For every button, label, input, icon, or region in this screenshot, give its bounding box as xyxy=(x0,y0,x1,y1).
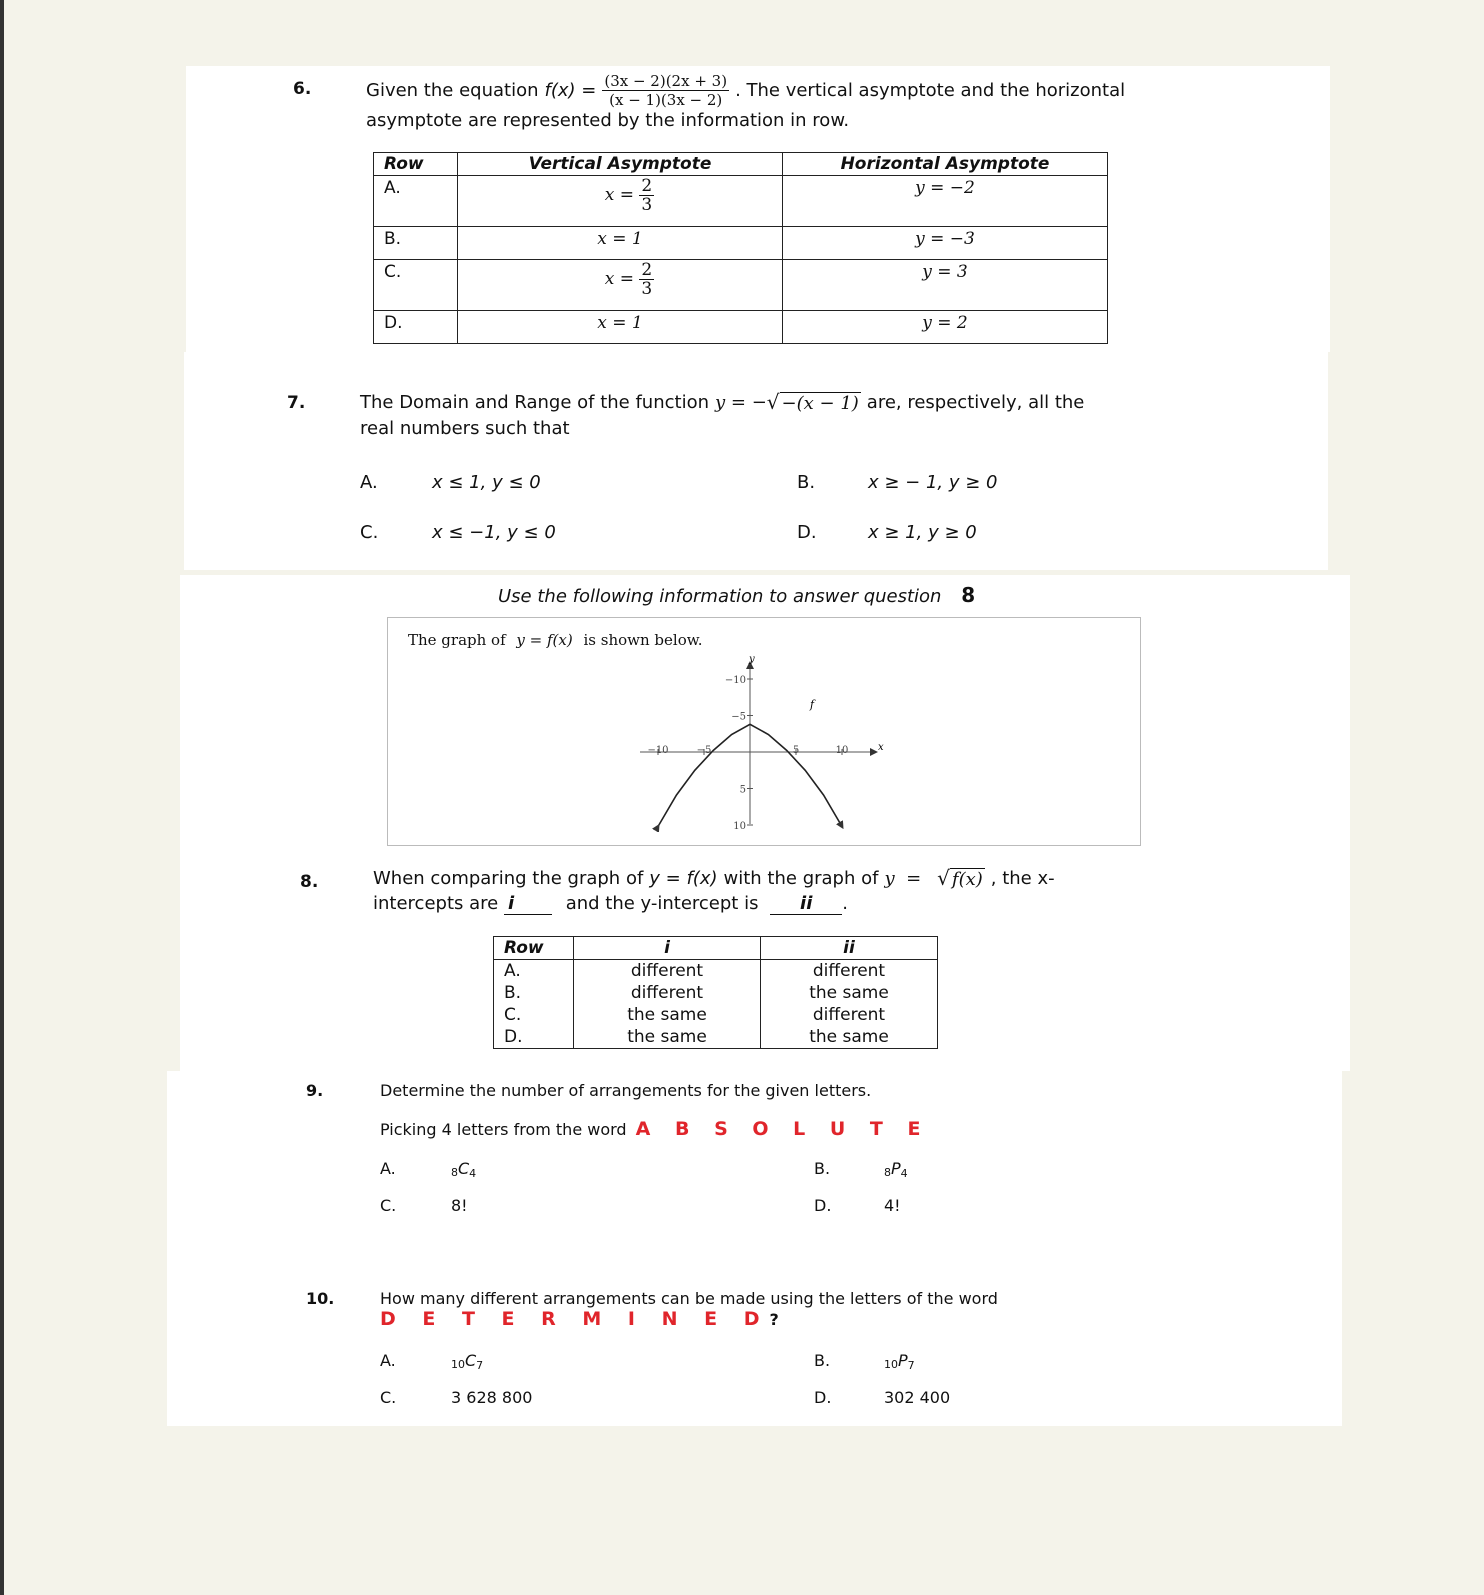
question-7-number: 7. xyxy=(287,393,306,413)
y-tick-label: 10 xyxy=(733,821,746,832)
x-tick-label: 10 xyxy=(835,745,849,756)
radical-sign-icon: √ xyxy=(766,390,780,414)
q8-sqrt: √ f(x) xyxy=(937,866,983,890)
blank-i: i xyxy=(504,893,552,915)
question-6-number: 6. xyxy=(293,79,312,99)
blank-ii: ii xyxy=(770,893,842,915)
q6-va-cell: x = $\frac{2}{3}$ xyxy=(458,260,783,311)
y-tick-label: −10 xyxy=(724,675,746,686)
q6-intro: Given the equation xyxy=(366,79,539,101)
q7-option-b-label: B. xyxy=(797,472,816,493)
q10-line1: How many different arrangements can be made using the letters of the word xyxy=(380,1289,998,1308)
question-9-number: 9. xyxy=(306,1081,324,1100)
q6-va-cell: x = $\frac{2}{3}$ xyxy=(458,176,783,227)
radical-sign-icon: √ xyxy=(937,866,950,890)
q6-row-b xyxy=(374,227,1108,260)
q6-ha-cell: y = 3 xyxy=(783,260,1108,311)
q9-option-a-label: A. xyxy=(380,1159,396,1178)
y-tick-label: −5 xyxy=(731,711,746,723)
q10-option-a: 10C7 xyxy=(451,1351,484,1372)
q6-header-row: Row xyxy=(374,153,458,176)
q6-row-label: D. xyxy=(374,311,458,344)
q6-answer-table xyxy=(373,152,1108,344)
handwritten-number: 8 xyxy=(961,583,976,607)
q6-row-c xyxy=(374,260,1108,311)
q8-row-b: B. different the same xyxy=(494,982,938,1004)
q8-row-c: C. the same different xyxy=(494,1004,938,1026)
q8-row-a: A. different different xyxy=(494,960,938,983)
q6-row-label: B. xyxy=(374,227,458,260)
question-7-card xyxy=(184,352,1328,570)
q6-va-cell: x = 1 xyxy=(458,227,783,260)
q10-line2: D E T E R M I N E D? xyxy=(380,1308,779,1330)
q7-eq-lhs: y = − xyxy=(715,391,767,413)
q7-option-d: x ≥ 1, y ≥ 0 xyxy=(868,522,977,543)
q7-option-d-label: D. xyxy=(797,522,817,543)
curve-label: f xyxy=(810,698,815,711)
q7-option-b: x ≥ − 1, y ≥ 0 xyxy=(868,472,998,493)
x-tick-label: −10 xyxy=(647,745,669,756)
function-graph xyxy=(620,652,900,832)
q9-line1: Determine the number of arrangements for the given letters. xyxy=(380,1081,872,1100)
q6-ha-cell: y = −3 xyxy=(783,227,1108,260)
y-tick-label: 5 xyxy=(739,784,746,796)
q6-row-a xyxy=(374,176,1108,227)
question-7-stem: The Domain and Range of the function y = − √ −(x − 1) are, respectively, all the xyxy=(360,390,1085,414)
q6-fraction xyxy=(602,72,729,109)
q7-sqrt xyxy=(767,390,861,414)
q6-header-ha: Horizontal Asymptote xyxy=(783,153,1108,176)
q6-line2: asymptote are represented by the information in row. xyxy=(366,110,850,131)
q9-option-a: 8C4 xyxy=(451,1159,477,1180)
question-8-number: 8. xyxy=(300,872,319,892)
q10-option-c: 3 628 800 xyxy=(451,1388,533,1407)
q10-option-d-label: D. xyxy=(814,1388,832,1407)
q7-radicand: −(x − 1) xyxy=(781,393,859,414)
q10-option-c-label: C. xyxy=(380,1388,397,1407)
q9-option-d-label: D. xyxy=(814,1196,832,1215)
q9-option-c-label: C. xyxy=(380,1196,397,1215)
question-8-stem: When comparing the graph of y = f(x) with the graph of y = √ f(x) , the x- xyxy=(373,866,1055,890)
q9-option-d: 4! xyxy=(884,1196,901,1215)
q10-option-a-label: A. xyxy=(380,1351,396,1370)
q7-option-a: x ≤ 1, y ≤ 0 xyxy=(432,472,541,493)
q7-line2: real numbers such that xyxy=(360,418,570,439)
info8-heading: Use the following information to answer question 8 xyxy=(498,583,976,607)
left-edge-bar xyxy=(0,0,4,1595)
q7-option-c: x ≤ −1, y ≤ 0 xyxy=(432,522,556,543)
y-axis-label: y xyxy=(749,654,755,665)
q9-line2: Picking 4 letters from the word A B S O L U T E xyxy=(380,1118,930,1140)
question-6-stem xyxy=(366,68,1125,112)
q10-option-b: 10P7 xyxy=(884,1351,915,1372)
q10-word: D E T E R M I N E D xyxy=(380,1308,770,1330)
q6-row-d xyxy=(374,311,1108,344)
q6-row-label: C. xyxy=(374,260,458,311)
q6-header-va: Vertical Asymptote xyxy=(458,153,783,176)
q6-after: . The vertical asymptote and the horizontal xyxy=(735,79,1126,101)
q7-option-a-label: A. xyxy=(360,472,378,493)
q6-ha-cell: y = 2 xyxy=(783,311,1108,344)
q8-line2: intercepts are i and the y-intercept is ii . xyxy=(373,893,848,914)
x-tick-label: −5 xyxy=(696,745,712,756)
q9-option-b: 8P4 xyxy=(884,1159,908,1180)
q6-ha-cell: y = −2 xyxy=(783,176,1108,227)
q6-denominator: (x − 1)(3x − 2) xyxy=(609,90,723,109)
q6-va-cell: x = 1 xyxy=(458,311,783,344)
q9-option-b-label: B. xyxy=(814,1159,831,1178)
graph-caption: The graph of y = f(x) is shown below. xyxy=(408,631,703,649)
q9-option-c: 8! xyxy=(451,1196,468,1215)
x-axis-label: x xyxy=(878,742,884,753)
q8-row-d: D. the same the same xyxy=(494,1026,938,1049)
q8-answer-table: Row i ii A. different different B. different the same C. the same different D. the same the same xyxy=(493,936,938,1049)
x-tick-label: 5 xyxy=(792,745,800,756)
q6-row-label: A. xyxy=(374,176,458,227)
q6-fx: f(x) = xyxy=(544,79,597,101)
q7-option-c-label: C. xyxy=(360,522,379,543)
q6-numerator: (3x − 2)(2x + 3) xyxy=(604,71,728,90)
q10-option-d: 302 400 xyxy=(884,1388,951,1407)
q9-word: A B S O L U T E xyxy=(635,1118,930,1140)
question-10-number: 10. xyxy=(306,1289,335,1308)
q10-option-b-label: B. xyxy=(814,1351,831,1370)
